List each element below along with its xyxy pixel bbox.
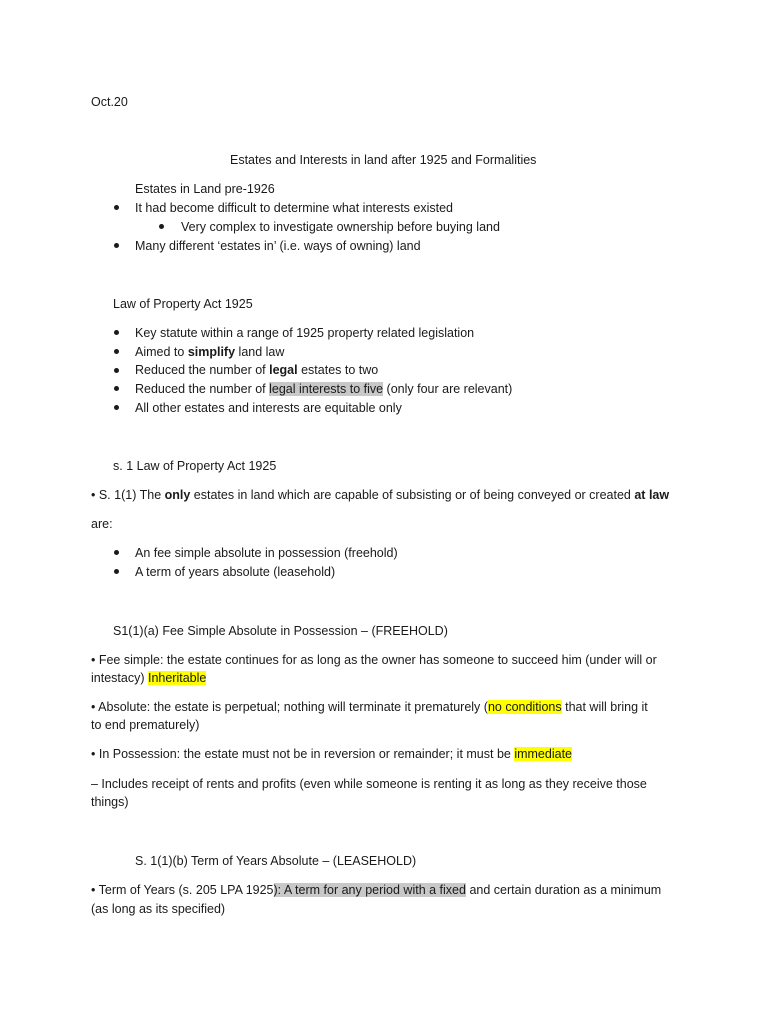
paragraph: • Fee simple: the estate continues for as long as the owner has someone to succeed him (under will or [91,653,657,667]
paragraph: • In Possession: the estate must not be in reversion or remainder; it must be immediate [91,747,572,761]
list-item: All other estates and interests are equitable only [135,401,402,415]
bullet-icon [114,550,119,555]
document-title: Estates and Interests in land after 1925 and Formalities [230,153,537,167]
paragraph-continuation: are: [91,517,113,531]
paragraph: • Term of Years (s. 205 LPA 1925): A term for any period with a fixed and certain duration as a minimum [91,883,662,897]
list-item: A term of years absolute (leasehold) [135,565,336,579]
paragraph: – Includes receipt of rents and profits (even while someone is renting it as long as they receive those [91,777,647,791]
paragraph-continuation: (as long as its specified) [91,902,226,916]
section-heading-s1: s. 1 Law of Property Act 1925 [113,459,277,473]
highlight: Inheritable [147,671,207,685]
list-item: Reduced the number of legal interests to five (only four are relevant) [135,382,513,396]
highlight: immediate [514,747,572,761]
list-item: Aimed to simplify land law [135,345,285,359]
paragraph: • Absolute: the estate is perpetual; nothing will terminate it prematurely (no conditions that will bring it [91,700,648,714]
list-item: Many different ‘estates in’ (i.e. ways of owning) land [135,239,421,253]
bullet-icon [114,330,119,335]
bullet-icon [114,569,119,574]
bullet-icon [114,205,119,210]
section-heading-lpa1925: Law of Property Act 1925 [113,297,253,311]
paragraph: • S. 1(1) The only estates in land which are capable of subsisting or of being conveyed or created at law [91,488,670,502]
bullet-icon [114,405,119,410]
paragraph-continuation: to end prematurely) [91,718,200,732]
highlight: no conditions [487,700,562,714]
section-heading-pre1926: Estates in Land pre-1926 [135,182,275,196]
bullet-icon [114,368,119,373]
bullet-icon [114,243,119,248]
list-item-sub: Very complex to investigate ownership before buying land [181,220,500,234]
list-item: It had become difficult to determine what interests existed [135,201,453,215]
highlight: ): A term for any period with a fixed [273,883,466,897]
section-heading-freehold: S1(1)(a) Fee Simple Absolute in Possession – (FREEHOLD) [113,624,448,638]
bullet-icon [114,386,119,391]
list-item: Reduced the number of legal estates to two [135,363,379,377]
date-label: Oct.20 [91,95,128,109]
paragraph-continuation: things) [91,795,129,809]
section-heading-leasehold: S. 1(1)(b) Term of Years Absolute – (LEASEHOLD) [135,854,417,868]
bullet-icon [114,349,119,354]
list-item: Key statute within a range of 1925 property related legislation [135,326,475,340]
paragraph-continuation: intestacy) Inheritable [91,671,207,685]
highlight: legal interests to five [269,382,384,396]
list-item: An fee simple absolute in possession (freehold) [135,546,398,560]
bullet-icon [159,224,164,229]
